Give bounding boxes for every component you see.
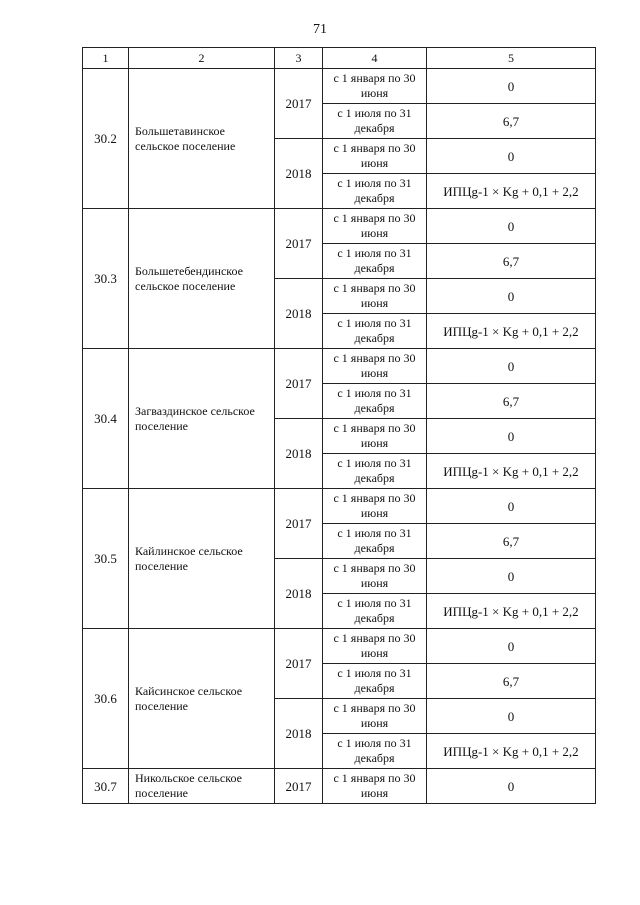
year-cell: 2017 [275,209,323,279]
rate-value-cell: ИПЦg-1 × Kg + 0,1 + 2,2 [427,594,596,629]
rate-value-cell: 0 [427,769,596,804]
rate-value-cell: 0 [427,699,596,734]
settlement-code: 30.6 [83,629,129,769]
settlement-code: 30.5 [83,489,129,629]
period-cell: с 1 июля по 31 декабря [323,524,427,559]
table-row [83,69,596,104]
rate-value-cell: 6,7 [427,384,596,419]
settlement-name: Кайлинское сельское поселение [129,489,275,629]
period-cell: с 1 января по 30 июня [323,349,427,384]
period-cell: с 1 июля по 31 декабря [323,174,427,209]
settlement-code: 30.3 [83,209,129,349]
period-cell: с 1 января по 30 июня [323,629,427,664]
settlement-name: Никольское сельское поселение [129,769,275,804]
year-cell: 2017 [275,769,323,804]
period-cell: с 1 января по 30 июня [323,489,427,524]
rate-value-cell: ИПЦg-1 × Kg + 0,1 + 2,2 [427,734,596,769]
period-cell: с 1 января по 30 июня [323,279,427,314]
rate-value-cell: ИПЦg-1 × Kg + 0,1 + 2,2 [427,314,596,349]
year-cell: 2018 [275,559,323,629]
rate-value-cell: 0 [427,209,596,244]
table-row [83,209,596,244]
column-header-5: 5 [427,48,596,69]
period-cell: с 1 января по 30 июня [323,139,427,174]
rate-value-cell: 6,7 [427,104,596,139]
settlement-code: 30.7 [83,769,129,804]
header-row [83,48,596,69]
table-row [83,629,596,664]
settlement-name: Большетебендинское сельское поселение [129,209,275,349]
period-cell: с 1 июля по 31 декабря [323,104,427,139]
column-header-4: 4 [323,48,427,69]
settlement-name: Большетавинское сельское поселение [129,69,275,209]
rate-value-cell: 0 [427,279,596,314]
column-header-3: 3 [275,48,323,69]
rate-value-cell: 0 [427,629,596,664]
period-cell: с 1 января по 30 июня [323,419,427,454]
year-cell: 2018 [275,139,323,209]
tariff-table [82,47,596,804]
settlement-code: 30.2 [83,69,129,209]
rate-value-cell: 0 [427,559,596,594]
table-row [83,489,596,524]
period-cell: с 1 июля по 31 декабря [323,454,427,489]
period-cell: с 1 июля по 31 декабря [323,664,427,699]
rate-value-cell: ИПЦg-1 × Kg + 0,1 + 2,2 [427,174,596,209]
rate-value-cell: 0 [427,69,596,104]
rate-value-cell: 0 [427,349,596,384]
settlement-name: Кайсинское сельское поселение [129,629,275,769]
year-cell: 2017 [275,69,323,139]
table-row [83,769,596,804]
rate-value-cell: 6,7 [427,524,596,559]
rate-value-cell: ИПЦg-1 × Kg + 0,1 + 2,2 [427,454,596,489]
tariff-table-body [83,48,596,804]
period-cell: с 1 июля по 31 декабря [323,314,427,349]
settlement-name: Загваздинское сельское поселение [129,349,275,489]
year-cell: 2018 [275,699,323,769]
settlement-code: 30.4 [83,349,129,489]
period-cell: с 1 января по 30 июня [323,69,427,104]
year-cell: 2018 [275,279,323,349]
period-cell: с 1 июля по 31 декабря [323,384,427,419]
period-cell: с 1 января по 30 июня [323,699,427,734]
column-header-2: 2 [129,48,275,69]
year-cell: 2017 [275,489,323,559]
rate-value-cell: 0 [427,419,596,454]
rate-value-cell: 6,7 [427,244,596,279]
period-cell: с 1 июля по 31 декабря [323,244,427,279]
year-cell: 2017 [275,629,323,699]
period-cell: с 1 января по 30 июня [323,559,427,594]
period-cell: с 1 января по 30 июня [323,769,427,804]
period-cell: с 1 июля по 31 декабря [323,734,427,769]
rate-value-cell: 0 [427,139,596,174]
period-cell: с 1 января по 30 июня [323,209,427,244]
year-cell: 2017 [275,349,323,419]
table-row [83,349,596,384]
rate-value-cell: 0 [427,489,596,524]
page-number: 71 [313,22,327,37]
rate-value-cell: 6,7 [427,664,596,699]
column-header-1: 1 [83,48,129,69]
period-cell: с 1 июля по 31 декабря [323,594,427,629]
year-cell: 2018 [275,419,323,489]
